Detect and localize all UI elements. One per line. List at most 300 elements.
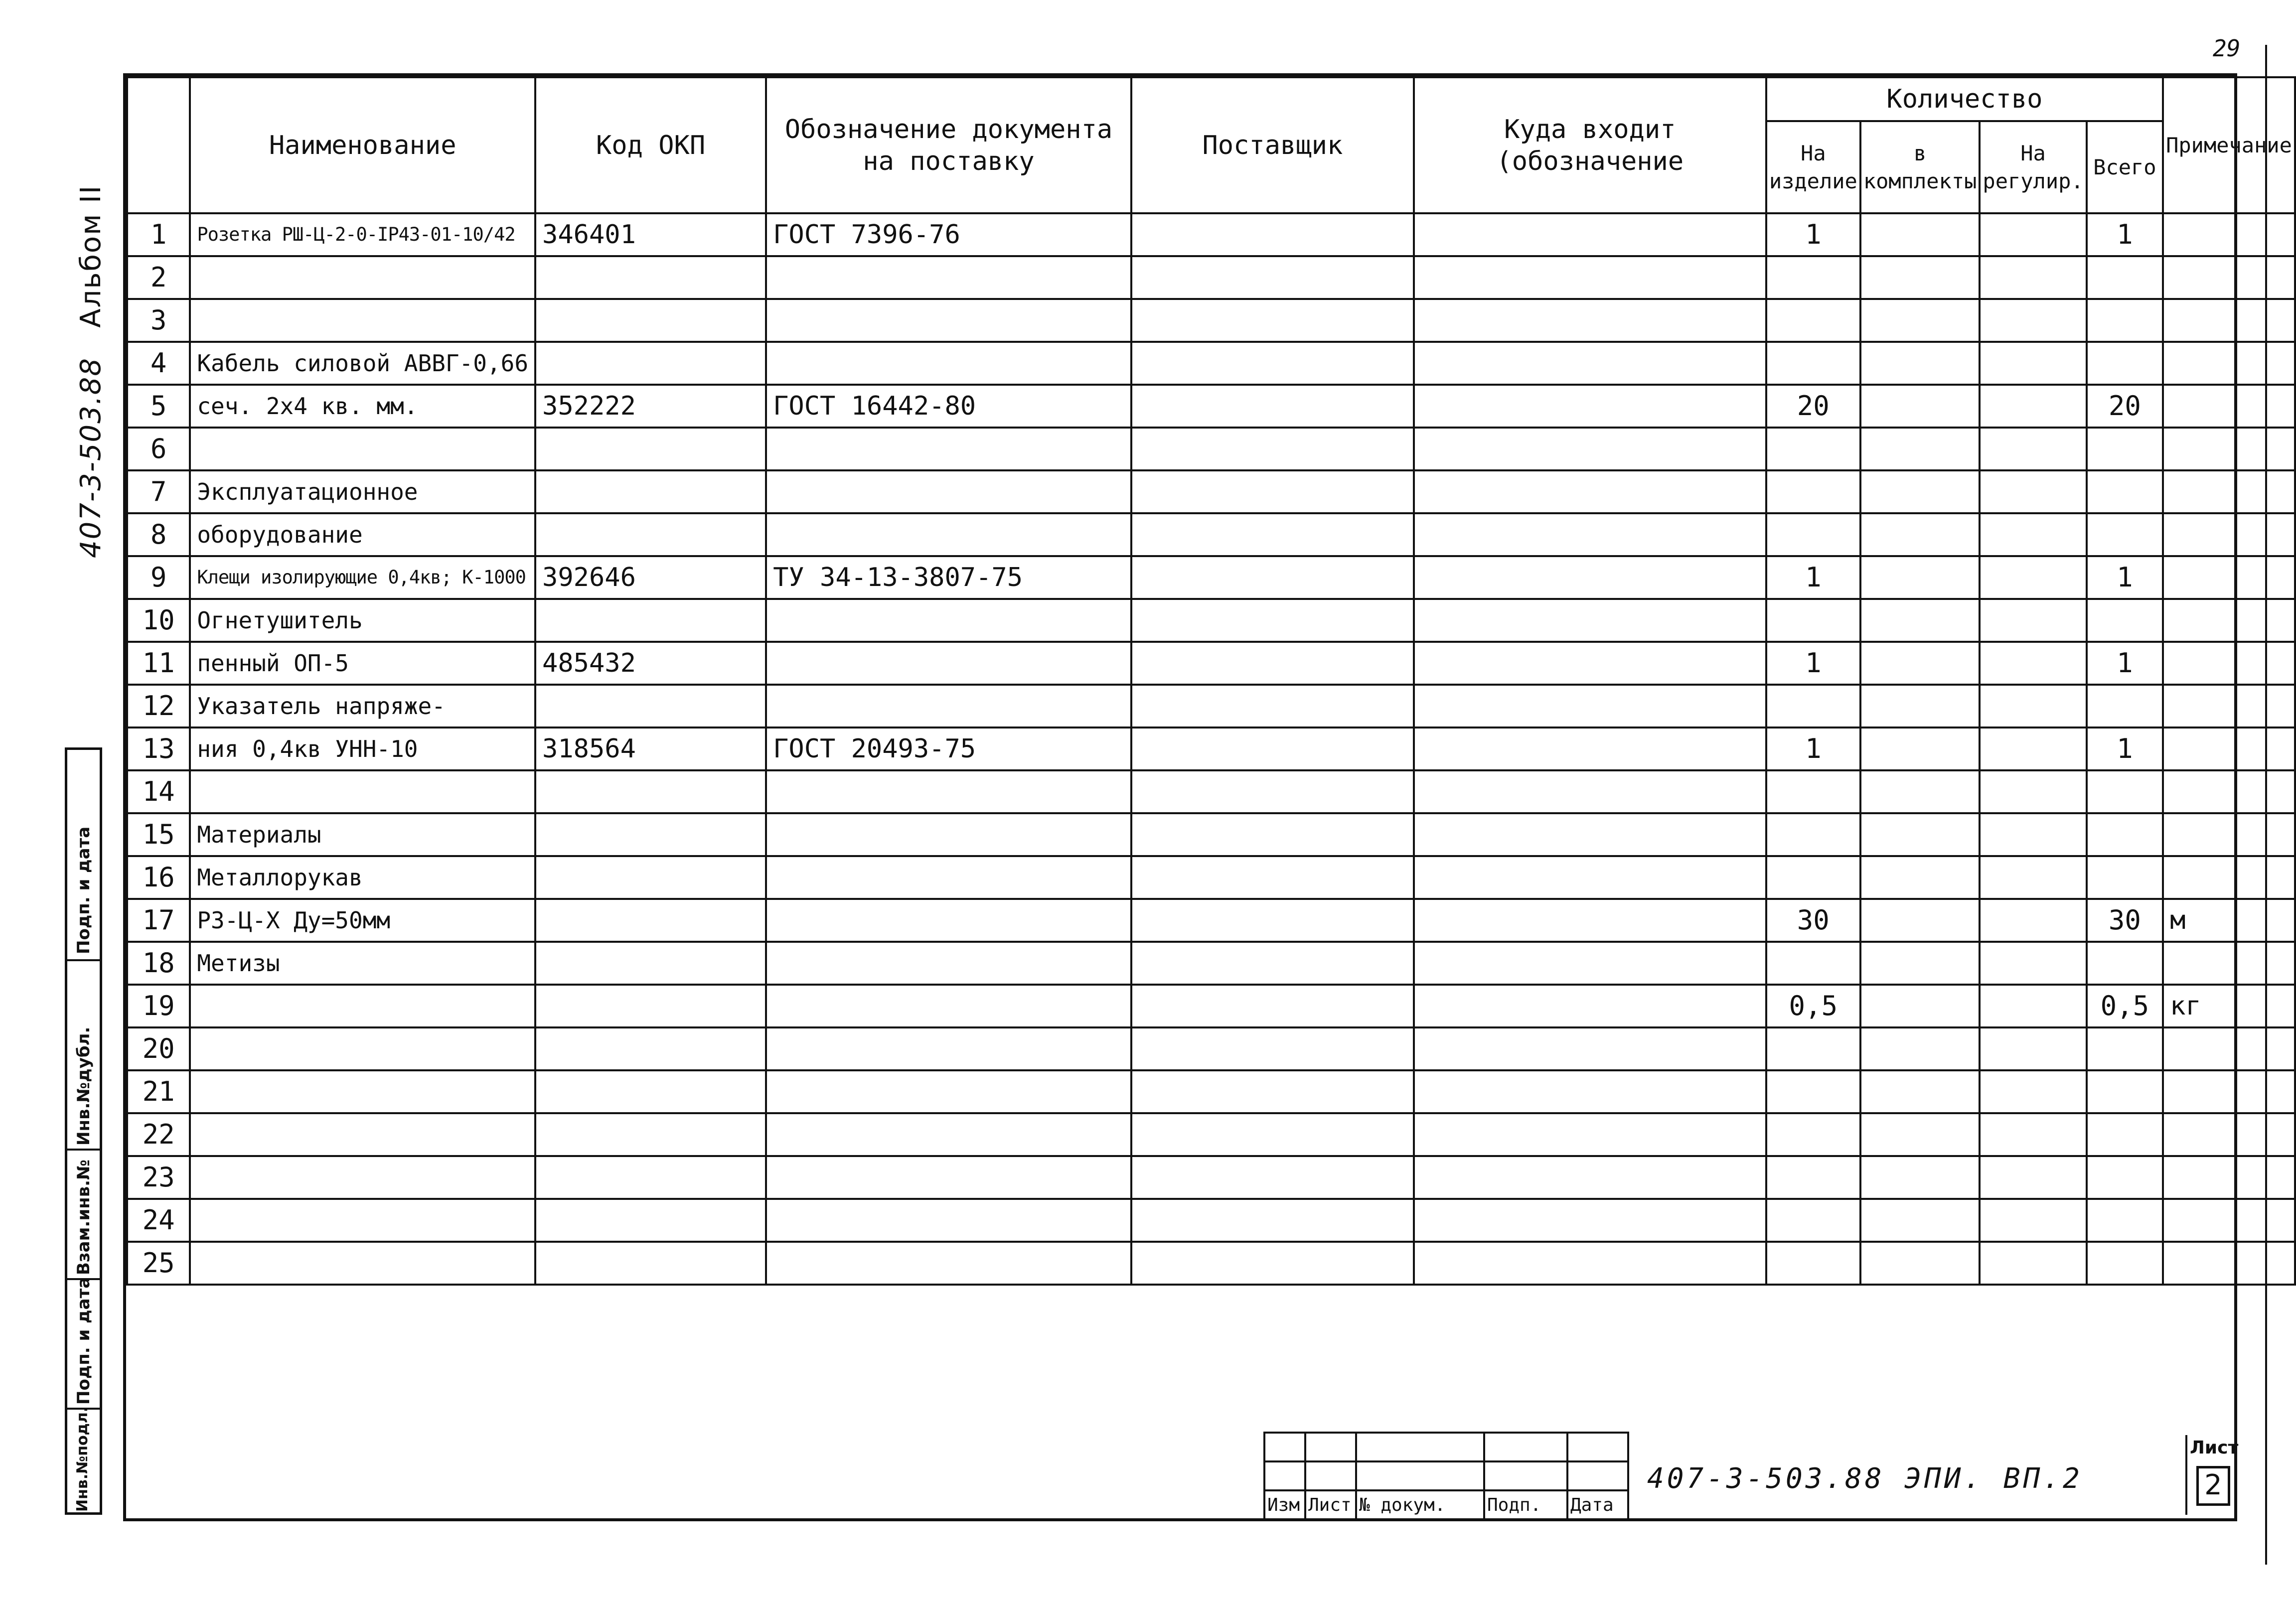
row-qty-total <box>2087 1156 2163 1199</box>
row-qty-reg <box>1980 428 2086 470</box>
row-qty-item <box>1766 770 1860 813</box>
album-code: 407-3-503.88 <box>75 357 107 558</box>
header-qty-item: На изделие <box>1766 121 1860 213</box>
row-qty-reg <box>1980 385 2086 428</box>
side-stamp-label: Инв.№подл. <box>74 1406 91 1512</box>
side-stamp-cell <box>67 750 100 959</box>
side-stamp-cell <box>67 1278 100 1408</box>
row-supplier <box>1131 985 1414 1027</box>
row-supplier <box>1131 513 1414 556</box>
document-code: 407-3-503.88 ЭПИ. ВП.2 <box>1647 1462 2083 1495</box>
row-note <box>2163 685 2295 728</box>
row-note <box>2163 213 2295 256</box>
row-name <box>190 770 535 813</box>
row-qty-reg <box>1980 899 2086 942</box>
row-code <box>535 342 766 385</box>
row-where <box>1414 428 1766 470</box>
tb-label-doc: № докум. <box>1356 1490 1484 1519</box>
header-number <box>127 77 190 213</box>
row-doc <box>766 1070 1131 1113</box>
table-row <box>127 513 2295 556</box>
row-where <box>1414 256 1766 299</box>
row-qty-reg <box>1980 513 2086 556</box>
row-code <box>535 1027 766 1070</box>
row-note <box>2163 513 2295 556</box>
row-note <box>2163 428 2295 470</box>
header-supplier: Поставщик <box>1131 77 1414 213</box>
header-qty-total: Всего <box>2087 121 2163 213</box>
row-doc <box>766 856 1131 899</box>
row-number: 14 <box>127 770 190 813</box>
row-supplier <box>1131 685 1414 728</box>
row-qty-item: 1 <box>1766 728 1860 770</box>
row-qty-kits <box>1860 213 1980 256</box>
sheet-number: 2 <box>2196 1466 2230 1506</box>
row-number: 21 <box>127 1070 190 1113</box>
row-note <box>2163 342 2295 385</box>
row-qty-item <box>1766 1156 1860 1199</box>
row-qty-total <box>2087 1242 2163 1285</box>
row-number: 4 <box>127 342 190 385</box>
row-qty-kits <box>1860 513 1980 556</box>
row-where <box>1414 556 1766 599</box>
row-qty-kits <box>1860 728 1980 770</box>
row-code <box>535 942 766 985</box>
row-doc <box>766 813 1131 856</box>
row-doc <box>766 770 1131 813</box>
row-supplier <box>1131 1027 1414 1070</box>
row-qty-item <box>1766 1242 1860 1285</box>
row-where <box>1414 1027 1766 1070</box>
row-name <box>190 1027 535 1070</box>
row-note <box>2163 770 2295 813</box>
row-qty-reg <box>1980 856 2086 899</box>
table-row <box>127 470 2295 513</box>
row-note: м <box>2163 899 2295 942</box>
row-qty-reg <box>1980 599 2086 642</box>
row-qty-total <box>2087 513 2163 556</box>
side-stamp-label: Подп. и дата <box>74 1277 94 1405</box>
row-doc <box>766 599 1131 642</box>
row-supplier <box>1131 728 1414 770</box>
table-row <box>127 685 2295 728</box>
row-qty-item <box>1766 685 1860 728</box>
row-name: Розетка РШ-Ц-2-0-IР43-01-10/42 <box>190 213 535 256</box>
row-qty-item: 1 <box>1766 556 1860 599</box>
table-row <box>127 899 2295 942</box>
row-qty-total <box>2087 428 2163 470</box>
row-supplier <box>1131 1156 1414 1199</box>
row-qty-reg <box>1980 342 2086 385</box>
tb-label-izm: Изм <box>1264 1490 1305 1519</box>
row-name: Материалы <box>190 813 535 856</box>
row-supplier <box>1131 256 1414 299</box>
row-where <box>1414 1113 1766 1156</box>
row-doc <box>766 1156 1131 1199</box>
row-code <box>535 770 766 813</box>
row-number: 5 <box>127 385 190 428</box>
row-name <box>190 1156 535 1199</box>
row-supplier <box>1131 599 1414 642</box>
row-qty-item <box>1766 599 1860 642</box>
row-qty-reg <box>1980 1199 2086 1242</box>
row-qty-item <box>1766 1027 1860 1070</box>
row-where <box>1414 1156 1766 1199</box>
row-qty-reg <box>1980 556 2086 599</box>
row-code <box>535 599 766 642</box>
row-name <box>190 256 535 299</box>
row-number: 6 <box>127 428 190 470</box>
row-name <box>190 1199 535 1242</box>
side-stamp-cell <box>67 1408 100 1512</box>
row-code: 318564 <box>535 728 766 770</box>
row-number: 7 <box>127 470 190 513</box>
row-doc <box>766 1113 1131 1156</box>
row-number: 3 <box>127 299 190 342</box>
row-qty-item <box>1766 470 1860 513</box>
row-qty-reg <box>1980 470 2086 513</box>
sheet-box <box>2185 1435 2239 1515</box>
row-qty-item <box>1766 342 1860 385</box>
header-qty: Количество <box>1766 77 2163 121</box>
row-code: 485432 <box>535 642 766 685</box>
row-name: Огнетушитель <box>190 599 535 642</box>
row-qty-kits <box>1860 1113 1980 1156</box>
row-qty-reg <box>1980 1156 2086 1199</box>
row-note <box>2163 942 2295 985</box>
row-code <box>535 985 766 1027</box>
row-doc <box>766 942 1131 985</box>
row-note <box>2163 470 2295 513</box>
row-where <box>1414 1242 1766 1285</box>
row-code: 352222 <box>535 385 766 428</box>
row-qty-kits <box>1860 985 1980 1027</box>
row-note <box>2163 599 2295 642</box>
row-code <box>535 1113 766 1156</box>
row-where <box>1414 985 1766 1027</box>
row-name: Р3-Ц-Х Ду=50мм <box>190 899 535 942</box>
side-stamp-label: Подп. и дата <box>74 826 94 954</box>
row-qty-total: 1 <box>2087 556 2163 599</box>
table-row <box>127 985 2295 1027</box>
row-doc: ГОСТ 20493-75 <box>766 728 1131 770</box>
row-doc <box>766 899 1131 942</box>
album-label <box>75 184 110 558</box>
row-doc <box>766 299 1131 342</box>
row-number: 15 <box>127 813 190 856</box>
row-qty-item <box>1766 1199 1860 1242</box>
row-where <box>1414 899 1766 942</box>
row-qty-kits <box>1860 1156 1980 1199</box>
row-supplier <box>1131 428 1414 470</box>
row-number: 16 <box>127 856 190 899</box>
row-qty-kits <box>1860 685 1980 728</box>
row-qty-kits <box>1860 385 1980 428</box>
row-qty-item <box>1766 942 1860 985</box>
row-qty-item <box>1766 813 1860 856</box>
table-row <box>127 299 2295 342</box>
row-qty-total: 0,5 <box>2087 985 2163 1027</box>
row-qty-total: 20 <box>2087 385 2163 428</box>
row-where <box>1414 813 1766 856</box>
page-number: 29 <box>2213 35 2241 62</box>
row-qty-total <box>2087 856 2163 899</box>
row-qty-item: 30 <box>1766 899 1860 942</box>
table-row <box>127 599 2295 642</box>
row-name: сеч. 2х4 кв. мм. <box>190 385 535 428</box>
side-stamp <box>65 747 102 1515</box>
row-qty-kits <box>1860 428 1980 470</box>
row-qty-total <box>2087 770 2163 813</box>
row-qty-reg <box>1980 728 2086 770</box>
row-doc <box>766 1199 1131 1242</box>
row-supplier <box>1131 942 1414 985</box>
row-code <box>535 299 766 342</box>
row-where <box>1414 728 1766 770</box>
tb-label-list: Лист <box>1305 1490 1356 1519</box>
row-where <box>1414 213 1766 256</box>
row-code: 392646 <box>535 556 766 599</box>
row-number: 19 <box>127 985 190 1027</box>
row-name: пенный ОП-5 <box>190 642 535 685</box>
row-qty-reg <box>1980 299 2086 342</box>
row-note <box>2163 642 2295 685</box>
row-where <box>1414 685 1766 728</box>
row-doc: ТУ 34-13-3807-75 <box>766 556 1131 599</box>
row-qty-kits <box>1860 599 1980 642</box>
row-number: 25 <box>127 1242 190 1285</box>
row-name: Эксплуатационное <box>190 470 535 513</box>
row-qty-kits <box>1860 942 1980 985</box>
row-note <box>2163 556 2295 599</box>
row-supplier <box>1131 642 1414 685</box>
row-qty-reg <box>1980 1242 2086 1285</box>
row-qty-total <box>2087 1070 2163 1113</box>
row-qty-total: 30 <box>2087 899 2163 942</box>
row-note <box>2163 1027 2295 1070</box>
row-code <box>535 256 766 299</box>
row-qty-kits <box>1860 299 1980 342</box>
row-code <box>535 1242 766 1285</box>
row-name: Указатель напряже- <box>190 685 535 728</box>
row-supplier <box>1131 385 1414 428</box>
row-code: 346401 <box>535 213 766 256</box>
row-qty-kits <box>1860 342 1980 385</box>
row-where <box>1414 385 1766 428</box>
row-where <box>1414 942 1766 985</box>
row-qty-total <box>2087 342 2163 385</box>
table-row <box>127 1113 2295 1156</box>
row-qty-item <box>1766 1070 1860 1113</box>
row-qty-reg <box>1980 985 2086 1027</box>
header-code: Код ОКП <box>535 77 766 213</box>
row-note <box>2163 728 2295 770</box>
header-doc: Обозначение документа на поставку <box>766 77 1131 213</box>
row-doc <box>766 342 1131 385</box>
row-qty-kits <box>1860 256 1980 299</box>
row-doc <box>766 470 1131 513</box>
row-doc: ГОСТ 7396-76 <box>766 213 1131 256</box>
row-supplier <box>1131 770 1414 813</box>
row-name <box>190 985 535 1027</box>
side-stamp-cell <box>67 1149 100 1278</box>
row-note <box>2163 1070 2295 1113</box>
row-number: 17 <box>127 899 190 942</box>
row-number: 9 <box>127 556 190 599</box>
row-qty-kits <box>1860 1242 1980 1285</box>
row-qty-total <box>2087 599 2163 642</box>
row-supplier <box>1131 556 1414 599</box>
row-number: 13 <box>127 728 190 770</box>
row-where <box>1414 1070 1766 1113</box>
table-row <box>127 1070 2295 1113</box>
row-note <box>2163 1242 2295 1285</box>
table-row <box>127 342 2295 385</box>
row-qty-kits <box>1860 770 1980 813</box>
table-row <box>127 1199 2295 1242</box>
row-where <box>1414 513 1766 556</box>
row-name: Клещи изолирующие 0,4кв; К-1000 <box>190 556 535 599</box>
table-row <box>127 728 2295 770</box>
row-doc <box>766 985 1131 1027</box>
row-qty-item: 0,5 <box>1766 985 1860 1027</box>
row-number: 2 <box>127 256 190 299</box>
row-code <box>535 899 766 942</box>
row-where <box>1414 470 1766 513</box>
row-doc <box>766 1027 1131 1070</box>
row-qty-total <box>2087 470 2163 513</box>
row-qty-item <box>1766 256 1860 299</box>
row-supplier <box>1131 856 1414 899</box>
row-qty-total <box>2087 942 2163 985</box>
row-qty-kits <box>1860 899 1980 942</box>
row-where <box>1414 1199 1766 1242</box>
row-name: Кабель силовой АВВГ-0,66 <box>190 342 535 385</box>
row-code <box>535 1070 766 1113</box>
row-note <box>2163 856 2295 899</box>
table-row <box>127 428 2295 470</box>
row-code <box>535 1199 766 1242</box>
row-note <box>2163 299 2295 342</box>
row-qty-item <box>1766 513 1860 556</box>
row-name <box>190 299 535 342</box>
row-qty-item: 1 <box>1766 213 1860 256</box>
row-qty-reg <box>1980 1027 2086 1070</box>
row-code <box>535 513 766 556</box>
row-where <box>1414 342 1766 385</box>
row-note <box>2163 1113 2295 1156</box>
row-code <box>535 685 766 728</box>
row-supplier <box>1131 299 1414 342</box>
table-row <box>127 213 2295 256</box>
row-note <box>2163 1199 2295 1242</box>
row-qty-kits <box>1860 556 1980 599</box>
row-supplier <box>1131 1199 1414 1242</box>
row-doc <box>766 642 1131 685</box>
row-name: Метизы <box>190 942 535 985</box>
row-supplier <box>1131 813 1414 856</box>
row-qty-total: 1 <box>2087 213 2163 256</box>
row-doc <box>766 428 1131 470</box>
row-qty-kits <box>1860 470 1980 513</box>
row-qty-reg <box>1980 213 2086 256</box>
row-qty-reg <box>1980 685 2086 728</box>
table-row <box>127 856 2295 899</box>
row-qty-reg <box>1980 256 2086 299</box>
row-number: 12 <box>127 685 190 728</box>
side-stamp-label: Инв.№дубл. <box>74 1026 94 1146</box>
row-qty-item: 20 <box>1766 385 1860 428</box>
row-qty-reg <box>1980 642 2086 685</box>
sheet-label: Лист <box>2190 1438 2239 1458</box>
row-number: 18 <box>127 942 190 985</box>
table-row <box>127 256 2295 299</box>
row-name: оборудование <box>190 513 535 556</box>
row-where <box>1414 770 1766 813</box>
row-code <box>535 856 766 899</box>
row-code <box>535 428 766 470</box>
row-doc <box>766 256 1131 299</box>
header-name: Наименование <box>190 77 535 213</box>
row-number: 1 <box>127 213 190 256</box>
row-note <box>2163 1156 2295 1199</box>
row-qty-reg <box>1980 813 2086 856</box>
row-qty-reg <box>1980 770 2086 813</box>
table-row <box>127 1156 2295 1199</box>
row-qty-total: 1 <box>2087 728 2163 770</box>
row-name <box>190 1242 535 1285</box>
row-code <box>535 1156 766 1199</box>
row-qty-total: 1 <box>2087 642 2163 685</box>
row-qty-kits <box>1860 856 1980 899</box>
row-where <box>1414 599 1766 642</box>
row-qty-item: 1 <box>1766 642 1860 685</box>
table-row <box>127 942 2295 985</box>
table-row <box>127 770 2295 813</box>
row-supplier <box>1131 1242 1414 1285</box>
row-doc <box>766 685 1131 728</box>
side-stamp-label: Взам.инв.№ <box>74 1160 94 1275</box>
row-supplier <box>1131 1070 1414 1113</box>
row-qty-total <box>2087 1113 2163 1156</box>
row-supplier <box>1131 1113 1414 1156</box>
row-number: 11 <box>127 642 190 685</box>
row-qty-total <box>2087 813 2163 856</box>
row-qty-item <box>1766 1113 1860 1156</box>
row-qty-total <box>2087 256 2163 299</box>
row-qty-total <box>2087 299 2163 342</box>
row-name <box>190 1070 535 1113</box>
row-code <box>535 813 766 856</box>
row-number: 20 <box>127 1027 190 1070</box>
table-row <box>127 385 2295 428</box>
row-supplier <box>1131 213 1414 256</box>
header-note: Примечание <box>2163 77 2295 213</box>
row-name: ния 0,4кв УНН-10 <box>190 728 535 770</box>
row-number: 23 <box>127 1156 190 1199</box>
row-note <box>2163 256 2295 299</box>
title-block <box>1263 1432 1629 1520</box>
row-qty-reg <box>1980 1113 2086 1156</box>
header-qty-reg: На регулир. <box>1980 121 2086 213</box>
side-stamp-cell <box>67 959 100 1149</box>
row-qty-total <box>2087 685 2163 728</box>
specification-table <box>126 76 2296 1286</box>
row-qty-kits <box>1860 1027 1980 1070</box>
row-qty-total <box>2087 1199 2163 1242</box>
tb-label-sign: Подп. <box>1484 1490 1567 1519</box>
row-doc <box>766 1242 1131 1285</box>
